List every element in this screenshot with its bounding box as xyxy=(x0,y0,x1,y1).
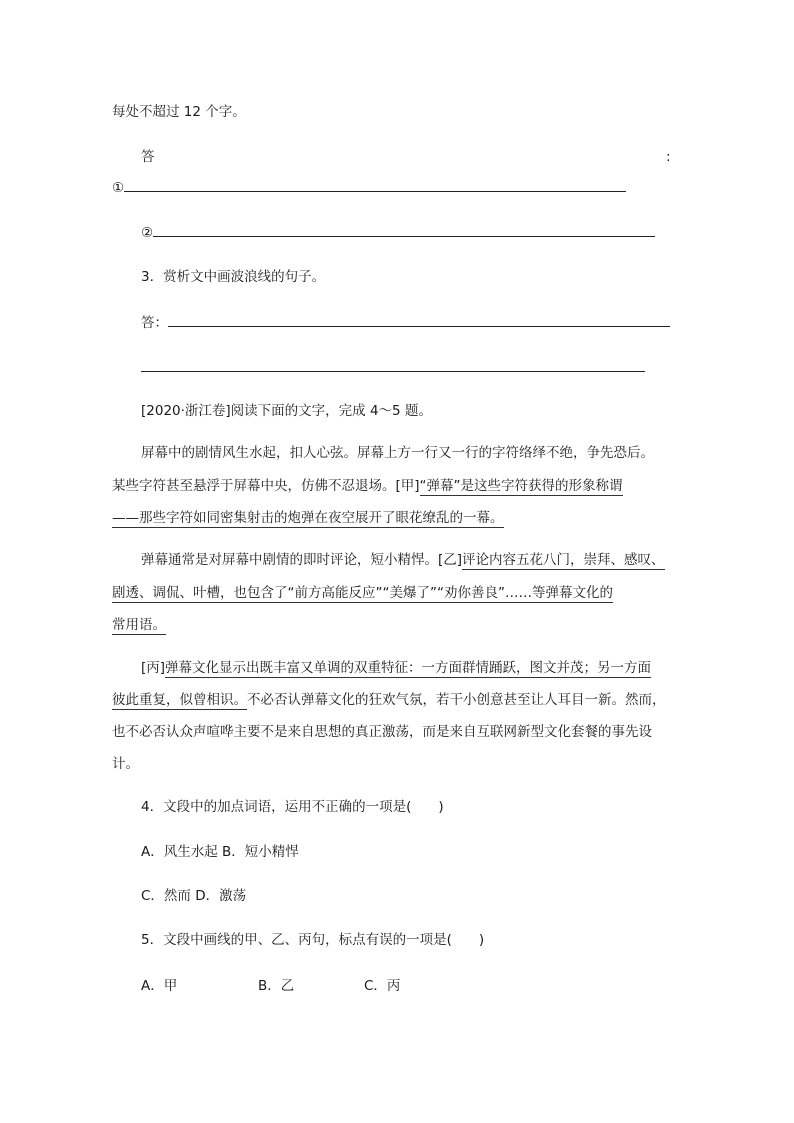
passage-p3-line4: 计。 xyxy=(112,756,139,772)
sentence-bing-continued: 彼此重复，似曾相识。 xyxy=(112,692,247,708)
passage-p2-line3 xyxy=(112,615,166,635)
passage-p3-plain: 不必否认弹幕文化的狂欢气氛，若干小创意甚至让人耳目一新。然而， xyxy=(247,692,666,708)
circled-one-marker: ① xyxy=(112,180,125,196)
passage-p3-line3: 也不必否认众声喧哗主要不是来自思想的真正激荡，而是来自互联网新型文化套餐的事先设 xyxy=(112,724,652,740)
answer-blank-1[interactable] xyxy=(124,177,626,192)
passage-p3-line1 xyxy=(141,658,651,678)
q5-option-c[interactable]: C．丙 xyxy=(364,978,401,994)
passage-p2-line1 xyxy=(141,550,665,570)
q5-option-b[interactable]: B．乙 xyxy=(258,978,295,994)
q4-options-cd[interactable]: C．然而 D．激荡 xyxy=(141,888,247,904)
sentence-yi-underlined: 评论内容五花八门，崇拜、感叹、 xyxy=(462,552,665,568)
q3-answer-line-1[interactable] xyxy=(141,312,670,333)
answer-blank-4[interactable] xyxy=(141,357,645,372)
q3-prompt: 3．赏析文中画波浪线的句子。 xyxy=(141,269,326,285)
q2-answer-colon: : xyxy=(666,149,671,165)
sentence-bing-underlined: 弹幕文化显示出既丰富又单调的双重特征：一方面群情踊跃，图文并茂；另一方面 xyxy=(165,660,652,676)
sentence-bing-marker: [丙] xyxy=(141,660,166,676)
passage-p2-line2 xyxy=(112,583,613,603)
sentence-yi-continued: 剧透、调侃、叶槽，也包含了“前方高能反应”“美爆了”“劝你善良”……等弹幕文化的 xyxy=(112,585,613,601)
q2-answer-label: 答 xyxy=(141,149,155,165)
answer-blank-2[interactable] xyxy=(153,222,655,237)
sentence-yi-end: 常用语。 xyxy=(112,617,166,633)
q2-answer-line-1[interactable] xyxy=(112,177,626,198)
answer-blank-3[interactable] xyxy=(168,312,670,327)
q2-answer-line-2[interactable] xyxy=(141,222,655,243)
passage-p1-line1: 屏幕中的剧情风生水起，扣人心弦。屏幕上方一行又一行的字符络绎不绝，争先恐后。 xyxy=(141,445,654,461)
q4-prompt: 4．文段中的加点词语，运用不正确的一项是( ) xyxy=(141,799,444,815)
q5-prompt: 5．文段中画线的甲、乙、丙句，标点有误的一项是( ) xyxy=(141,932,485,948)
q3-answer-line-2[interactable] xyxy=(141,357,645,378)
q4-options-ab[interactable]: A．风生水起 B．短小精悍 xyxy=(141,844,299,860)
q5-option-a[interactable]: A．甲 xyxy=(141,978,178,994)
passage-p2-plain: 弹幕通常是对屏幕中剧情的即时评论，短小精悍。[乙] xyxy=(141,552,463,568)
sentence-jia-continued: ——那些字符如同密集射击的炮弹在夜空展开了眼花缭乱的一幕。 xyxy=(112,510,504,526)
circled-two-marker: ② xyxy=(141,225,154,241)
sentence-jia-underlined: “弹幕”是这些字符获得的形象称谓 xyxy=(419,478,623,494)
passage-p3-line2 xyxy=(112,690,666,710)
q2-instruction: 每处不超过 12 个字。 xyxy=(112,104,246,120)
q3-answer-label: 答： xyxy=(141,315,168,331)
passage-p1-line3 xyxy=(112,508,504,528)
passage-header: [2020·浙江卷]阅读下面的文字，完成 4～5 题。 xyxy=(141,403,432,419)
passage-p1-plain: 某些字符甚至悬浮于屏幕中央，仿佛不忍退场。[甲] xyxy=(112,478,420,494)
passage-p1-line2 xyxy=(112,476,623,496)
